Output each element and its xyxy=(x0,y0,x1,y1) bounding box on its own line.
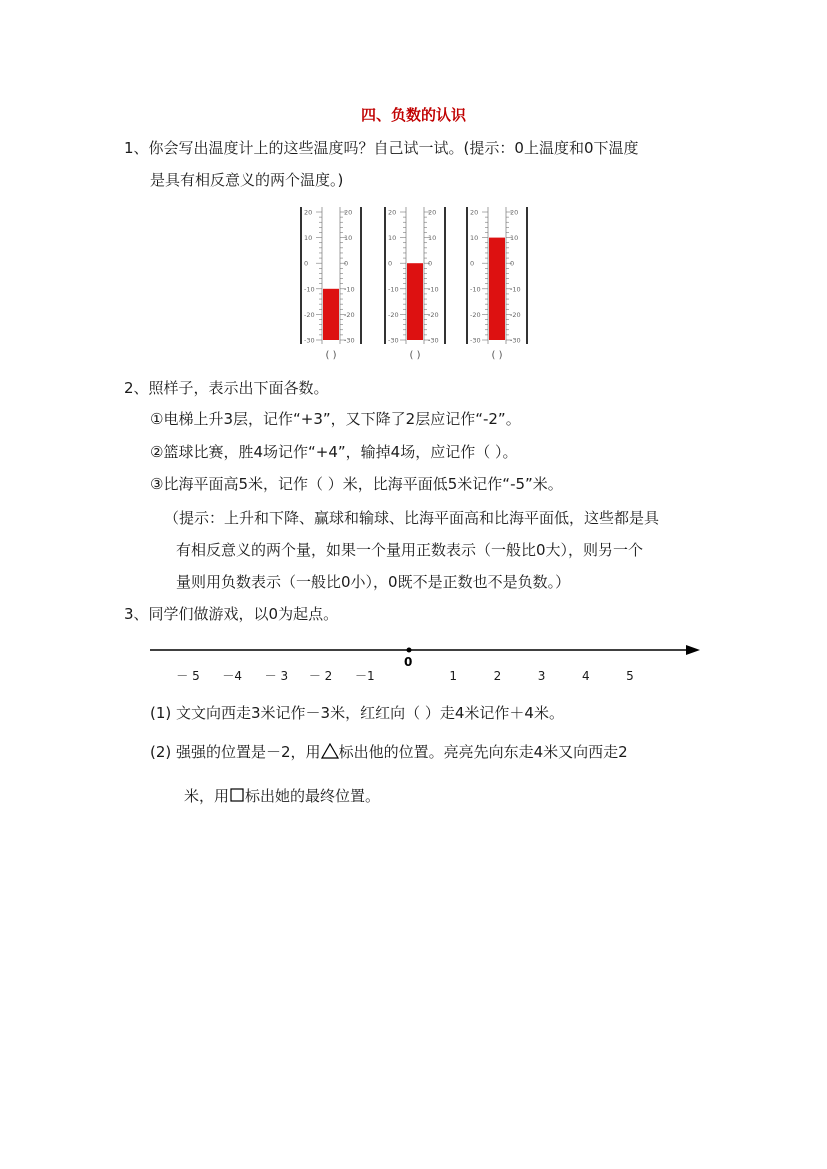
thermometer-tick-label: -10 xyxy=(388,285,399,294)
thermometer-tick-label: -20 xyxy=(344,310,355,319)
thermometer-tick-label: 10 xyxy=(388,234,397,243)
thermometer-tick-label: 20 xyxy=(344,208,353,217)
number-line-label: 5 xyxy=(626,669,634,683)
q3-sub2-part-c: 米，用 xyxy=(184,787,230,805)
thermometer-tick-label: 0 xyxy=(304,259,309,268)
thermometer-tick-label: -20 xyxy=(304,310,315,319)
number-line-label: －1 xyxy=(354,669,375,683)
thermometer-tick-label: -10 xyxy=(344,285,355,294)
thermometer-tick-label: -30 xyxy=(428,336,439,345)
thermometer-tick-label: -20 xyxy=(470,310,481,319)
thermometer-tick-label: 10 xyxy=(470,234,479,243)
thermometer-frame-right xyxy=(526,207,528,344)
thermometer-tick-label: -20 xyxy=(510,310,521,319)
thermometer-tick-label: -30 xyxy=(344,336,355,345)
thermometer-tick-label: 0 xyxy=(388,259,393,268)
thermometer-frame-left xyxy=(466,207,468,344)
number-line-origin-dot xyxy=(407,648,412,653)
q1-line2: 是具有相反意义的两个温度。) xyxy=(150,171,344,189)
thermometer-frame-right xyxy=(360,207,362,344)
triangle-outline-icon xyxy=(321,743,339,759)
thermometer-tick-label: 20 xyxy=(304,208,313,217)
number-line-label: 3 xyxy=(537,669,546,683)
thermometer-figure xyxy=(290,202,550,370)
q2-item-3: ③比海平面高5米，记作（ ）米，比海平面低5米记作“-5”米。 xyxy=(150,475,563,493)
thermometer-2 xyxy=(384,207,446,361)
page-title: 四、负数的认识 xyxy=(360,106,466,124)
thermometer-tick-label: -20 xyxy=(388,310,399,319)
number-line-label: － 2 xyxy=(308,669,333,683)
square-outline-icon xyxy=(229,787,245,803)
thermometer-tick-label: 20 xyxy=(510,208,519,217)
thermometer-tick-label: 0 xyxy=(344,259,349,268)
thermometer-frame-left xyxy=(300,207,302,344)
thermometer-tick-label: -30 xyxy=(510,336,521,345)
q3-sub2-line1 xyxy=(150,742,628,762)
q2-item-2: ②篮球比赛，胜4场记作“+4”，输掉4场，应记作（ ）。 xyxy=(150,443,518,461)
number-line-arrow-icon xyxy=(686,645,700,655)
thermometer-answer-blank[interactable]: ( ) xyxy=(491,350,503,361)
q2-item-1: ①电梯上升3层，记作“+3”，又下降了2层应记作“-2”。 xyxy=(150,410,521,428)
q3-sub2-part-b: 标出他的位置。亮亮先向东走4米又向西走2 xyxy=(338,743,628,761)
number-line-zero-label: 0 xyxy=(404,655,413,669)
thermometer-frame-right xyxy=(444,207,446,344)
number-line-label: 1 xyxy=(449,669,458,683)
q2-hint-2: 有相反意义的两个量，如果一个量用正数表示（一般比0大），则另一个 xyxy=(176,541,644,559)
q2-hint-3: 量则用负数表示（一般比0小），0既不是正数也不是负数。） xyxy=(176,573,571,591)
thermometer-tick-label: 0 xyxy=(510,259,515,268)
q3-sub2-line2 xyxy=(184,786,380,806)
q1-line1: 1、你会写出温度计上的这些温度吗？自己试一试。(提示：0上温度和0下温度 xyxy=(124,139,639,157)
thermometer-tick-label: 0 xyxy=(470,259,475,268)
thermometer-tick-label: 10 xyxy=(304,234,313,243)
thermometer-frame-left xyxy=(384,207,386,344)
thermometer-tick-label: 0 xyxy=(428,259,433,268)
q3-sub2-part-d: 标出她的最终位置。 xyxy=(245,787,381,805)
number-line-label: 2 xyxy=(493,669,502,683)
thermometer-1 xyxy=(300,207,362,361)
thermometer-tick-label: 20 xyxy=(470,208,479,217)
thermometer-answer-blank[interactable]: ( ) xyxy=(409,350,421,361)
thermometer-tick-label: -30 xyxy=(388,336,399,345)
thermometer-tick-label: -30 xyxy=(470,336,481,345)
thermometer-mercury xyxy=(407,263,423,340)
q3-sub2-part-a: (2) 强强的位置是－2，用 xyxy=(150,743,321,761)
q2-heading: 2、照样子，表示出下面各数。 xyxy=(124,379,329,397)
number-line-label: 4 xyxy=(581,669,590,683)
number-line xyxy=(140,636,710,688)
number-line-label: － 5 xyxy=(176,669,200,683)
thermometer-tick-label: -10 xyxy=(428,285,439,294)
thermometer-tick-label: -10 xyxy=(470,285,481,294)
number-line-label: － 3 xyxy=(264,669,289,683)
thermometer-tick-label: -10 xyxy=(510,285,521,294)
thermometer-tick-label: 20 xyxy=(388,208,397,217)
thermometer-tick-label: -20 xyxy=(428,310,439,319)
number-line-label: －4 xyxy=(222,669,243,683)
thermometer-mercury xyxy=(323,289,339,340)
thermometer-tick-label: 20 xyxy=(428,208,437,217)
thermometer-answer-blank[interactable]: ( ) xyxy=(325,350,337,361)
q3-heading: 3、同学们做游戏，以0为起点。 xyxy=(124,605,339,623)
thermometer-tick-label: 10 xyxy=(428,234,437,243)
thermometer-tick-label: 10 xyxy=(510,234,519,243)
q3-sub1: (1) 文文向西走3米记作－3米，红红向（ ）走4米记作＋4米。 xyxy=(150,704,564,722)
thermometer-tick-label: -10 xyxy=(304,285,315,294)
q2-hint-1: （提示：上升和下降、赢球和输球、比海平面高和比海平面低，这些都是具 xyxy=(164,509,660,527)
thermometer-tick-label: -30 xyxy=(304,336,315,345)
thermometer-tick-label: 10 xyxy=(344,234,353,243)
thermometer-3 xyxy=(466,207,528,361)
thermometer-mercury xyxy=(489,238,505,340)
